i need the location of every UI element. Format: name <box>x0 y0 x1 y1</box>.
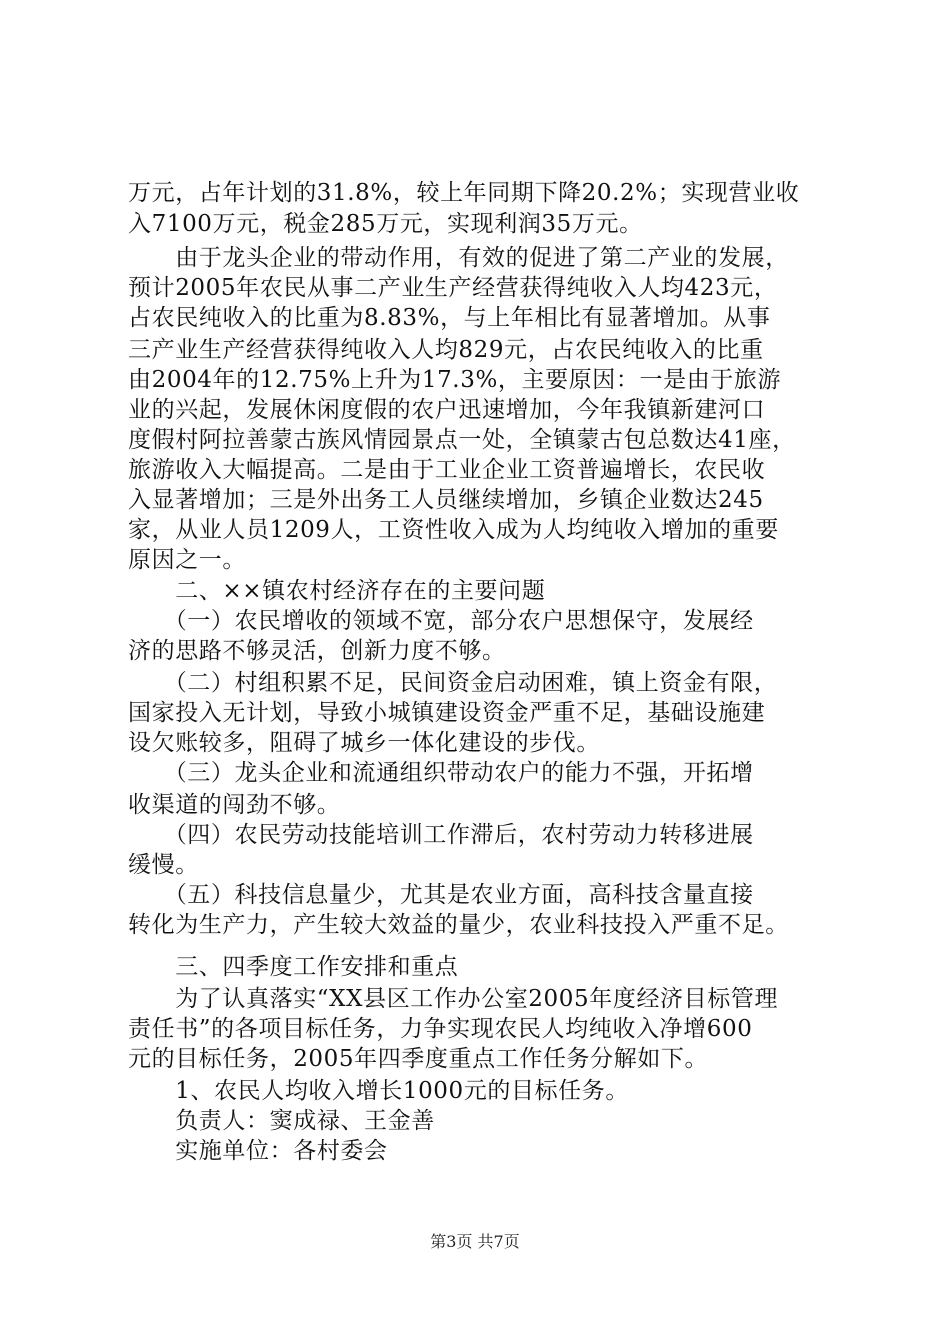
body-text-line: 元的目标任务，2005年四季度重点工作任务分解如下。 <box>128 1046 709 1072</box>
body-text-line: 业的兴起，发展休闲度假的农户迅速增加，今年我镇新建河口 <box>128 397 766 423</box>
body-text-line: 入显著增加；三是外出务工人员继续增加，乡镇企业数达245 <box>128 487 764 513</box>
body-text-line: 设欠账较多，阻碍了城乡一体化建设的步伐。 <box>128 730 600 756</box>
body-text-line: 家，从业人员1209人，工资性收入成为人均纯收入增加的重要 <box>128 517 779 543</box>
section-heading: 二、××镇农村经济存在的主要问题 <box>128 578 546 604</box>
body-text-line: （一）农民增收的领域不宽，部分农户思想保守，发展经 <box>128 608 754 634</box>
body-text-line: 缓慢。 <box>128 852 199 878</box>
body-text-line: 收渠道的闯劲不够。 <box>128 792 341 818</box>
body-text-line: 国家投入无计划，导致小城镇建设资金严重不足，基础设施建 <box>128 700 766 726</box>
body-text-line: 万元，占年计划的31.8%，较上年同期下降20.2%；实现营业收 <box>128 180 800 206</box>
body-text-line: 济的思路不够灵活，创新力度不够。 <box>128 638 506 664</box>
body-text-line: 旅游收入大幅提高。二是由于工业企业工资普遍增长，农民收 <box>128 457 766 483</box>
page-number-footer: 第3页 共7页 <box>430 1232 520 1251</box>
body-text-line: 1、农民人均收入增长1000元的目标任务。 <box>128 1078 629 1104</box>
section-heading: 三、四季度工作安排和重点 <box>128 954 459 980</box>
body-text-line: 为了认真落实“XX县区工作办公室2005年度经济目标管理 <box>128 986 779 1012</box>
body-text-line: 负责人：窦成禄、王金善 <box>128 1108 435 1134</box>
body-text-line: 入7100万元，税金285万元，实现利润35万元。 <box>128 211 643 237</box>
body-text-line: （四）农民劳动技能培训工作滞后，农村劳动力转移进展 <box>128 822 754 848</box>
body-text-line: （五）科技信息量少，尤其是农业方面，高科技含量直接 <box>128 882 754 908</box>
body-text-line: 责任书”的各项目标任务，力争实现农民人均纯收入净增600 <box>128 1016 753 1042</box>
body-text-line: 三产业生产经营获得纯收入人均829元，占农民纯收入的比重 <box>128 337 764 363</box>
body-text-line: 原因之一。 <box>128 547 246 573</box>
body-text-line: （二）村组积累不足，民间资金启动困难，镇上资金有限， <box>128 670 778 696</box>
body-text-line: 由于龙头企业的带动作用，有效的促进了第二产业的发展， <box>128 245 789 271</box>
body-text-line: 预计2005年农民从事二产业生产经营获得纯收入人均423元， <box>128 275 778 301</box>
body-text-line: 转化为生产力，产生较大效益的量少，农业科技投入严重不足。 <box>128 912 789 938</box>
body-text-line: 度假村阿拉善蒙古族风情园景点一处，全镇蒙古包总数达41座， <box>128 427 796 453</box>
body-text-line: （三）龙头企业和流通组织带动农户的能力不强，开拓增 <box>128 760 754 786</box>
body-text-line: 实施单位：各村委会 <box>128 1138 388 1164</box>
body-text-line: 由2004年的12.75%上升为17.3%，主要原因：一是由于旅游 <box>128 367 782 393</box>
body-text-line: 占农民纯收入的比重为8.83%，与上年相比有显著增加。从事 <box>128 305 771 331</box>
